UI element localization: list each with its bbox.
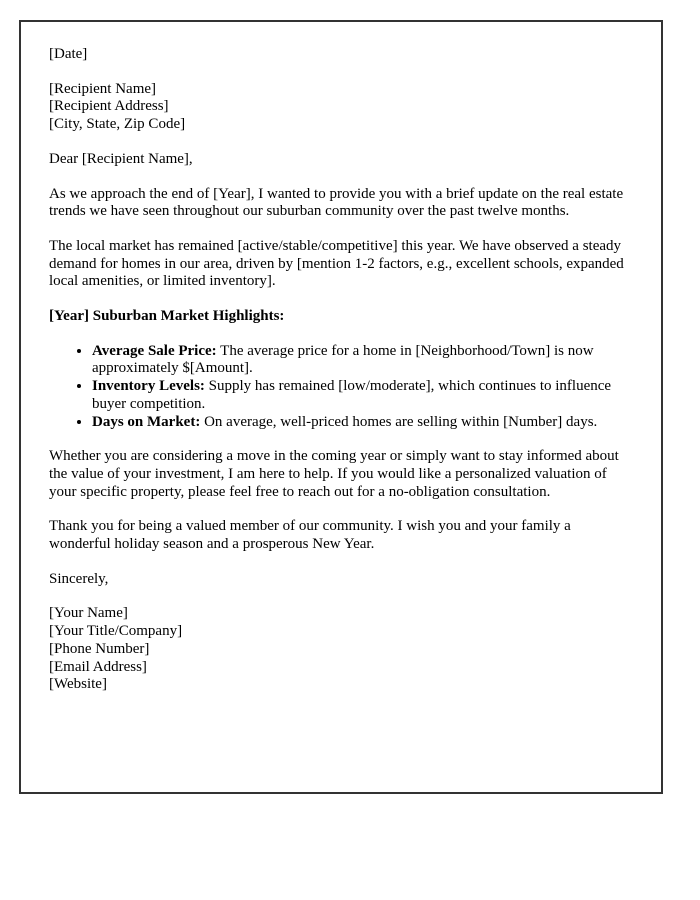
- highlight-label: Average Sale Price:: [92, 342, 217, 359]
- list-item-inventory-levels: [92, 378, 633, 413]
- signature-phone-line: [Phone Number]: [49, 640, 150, 657]
- recipient-name-line: [Recipient Name]: [49, 80, 157, 97]
- highlight-label: Days on Market:: [92, 413, 201, 430]
- highlights-heading: [Year] Suburban Market Highlights:: [49, 308, 285, 325]
- list-item-average-sale-price: [92, 343, 633, 378]
- highlight-text: On average, well-priced homes are selling within [Number] days.: [200, 413, 598, 430]
- intro-paragraph: As we approach the end of [Year], I wanted to provide you with a brief update on the real estate trends we have seen throughout our suburban community over the past twelve months.: [49, 185, 624, 220]
- letter-document: [19, 20, 663, 794]
- signature-name-line: [Your Name]: [49, 605, 128, 622]
- signature-block: [49, 605, 633, 694]
- highlights-list: [49, 343, 633, 432]
- thanks-paragraph: Thank you for being a valued member of our community. I wish you and your family a wonderful holiday season and a prosperous New Year.: [49, 518, 571, 553]
- highlight-text: The average price for a home in [Neighborhood/Town] is now approximately $[Amount].: [92, 342, 594, 377]
- list-item-days-on-market: [92, 414, 633, 432]
- recipient-address-line: [Recipient Address]: [49, 98, 169, 115]
- recipient-city-line: [City, State, Zip Code]: [49, 116, 186, 133]
- closing: Sincerely,: [49, 570, 109, 587]
- salutation: Dear [Recipient Name],: [49, 150, 193, 167]
- market-paragraph: The local market has remained [active/stable/competitive] this year. We have observed a steady demand for homes in our area, driven by [mention 1-2 factors, e.g., excellent schools, expanded local amenities, or limited inventory].: [49, 237, 624, 290]
- highlight-label: Inventory Levels:: [92, 378, 205, 395]
- recipient-address-block: [49, 81, 633, 134]
- signature-website-line: [Website]: [49, 676, 107, 693]
- highlight-text: Supply has remained [low/moderate], which continues to influence buyer competition.: [92, 378, 612, 412]
- date-placeholder: [Date]: [49, 46, 88, 62]
- offer-paragraph: Whether you are considering a move in the coming year or simply want to stay informed about the value of your investment, I am here to help. If you would like a personalized valuation of your specific property, please feel free to reach out for a no-obligation consultation.: [49, 448, 619, 500]
- signature-title-line: [Your Title/Company]: [49, 623, 183, 640]
- signature-email-line: [Email Address]: [49, 658, 147, 675]
